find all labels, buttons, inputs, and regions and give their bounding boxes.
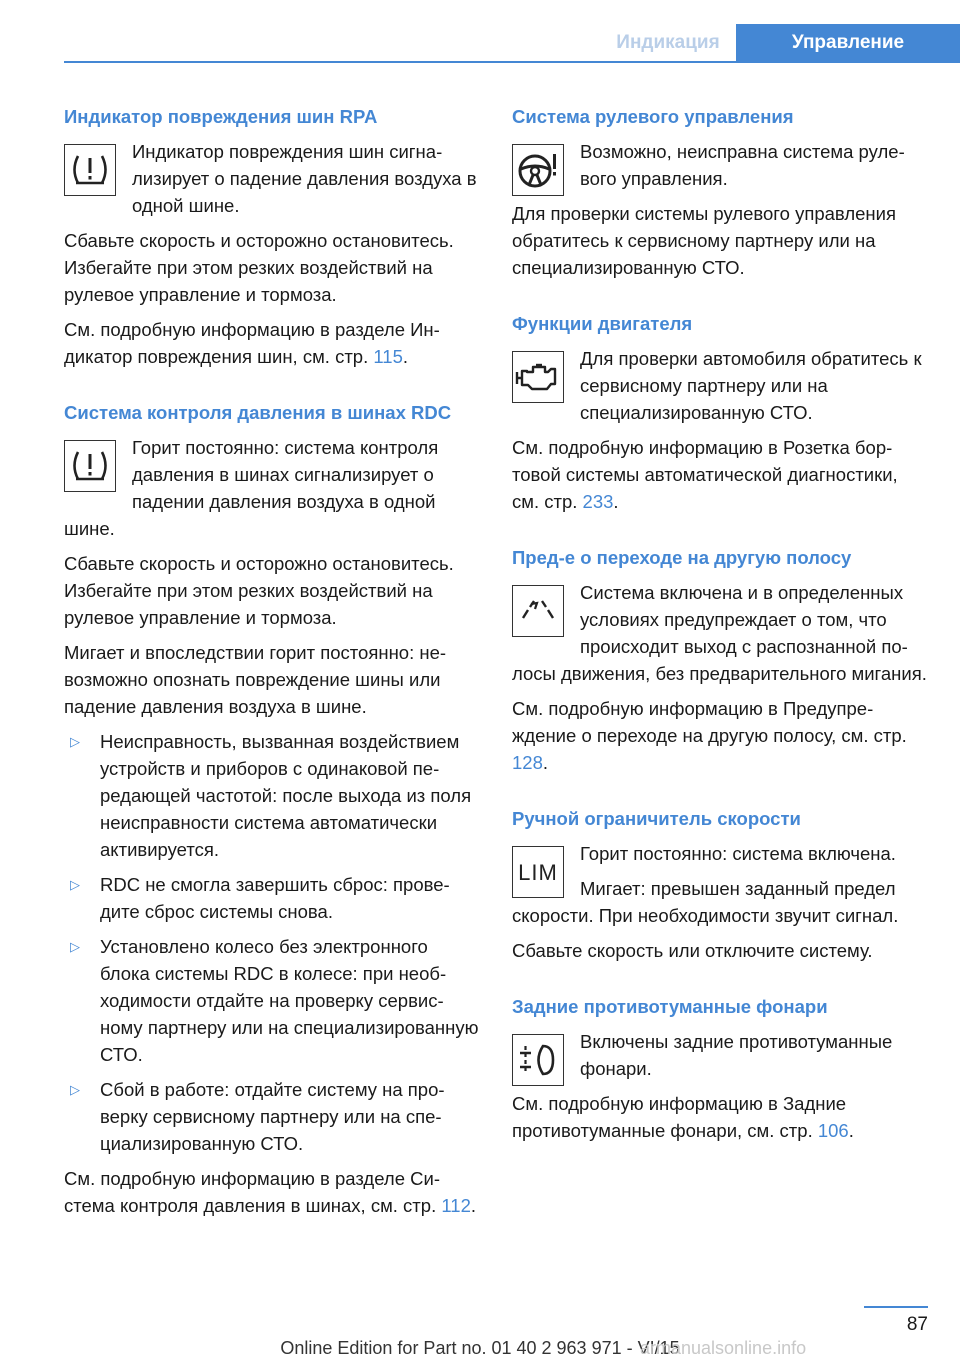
punct: . <box>470 1195 476 1216</box>
reference-text: См. подробную информацию в разделе Система контроля давления в шинах, см. стр. <box>64 1168 442 1216</box>
section-steering <box>512 104 928 281</box>
lim-label: LIM <box>518 859 558 885</box>
header-rule <box>64 61 960 63</box>
triangle-bullet-icon: ▷ <box>70 734 80 749</box>
list-item-text: Установлено колесо без электронного блока системы RDC в колесе: при необходимости отдайте на проверку сервисному партнеру или на специализированную СТО. <box>100 936 479 1065</box>
edition-footer: Online Edition for Part no. 01 40 2 963 971 - VI/15 <box>280 1338 680 1358</box>
limiter-intro: Горит постоянно: система включена. <box>580 843 896 864</box>
section-title: Индикатор повреждения шин RPA <box>64 106 378 127</box>
section-title: Система рулевого управления <box>512 106 794 127</box>
page-number-rule <box>864 1306 928 1308</box>
fog-intro: Включены задние противотуманные фонари. <box>580 1031 893 1079</box>
rdc-intro: Горит постоянно: система контроля давления в шинах сигнализирует о падении давления воздуха в одной шине. <box>64 437 439 539</box>
list-item-text: Неисправность, вызванная воздействием устройств и приборов с одинаковой передающей частотой: после выхода из поля неисправности система автоматически активируется. <box>100 731 472 860</box>
tab-controls[interactable]: Управление <box>736 24 960 62</box>
section-title: Функции двигателя <box>512 313 693 334</box>
list-item <box>64 933 480 1068</box>
list-item-text: Сбой в работе: отдайте систему на проверку сервисному партнеру или на специализированную СТО. <box>100 1079 445 1154</box>
punct: . <box>848 1120 854 1141</box>
lane-departure-icon <box>512 585 564 637</box>
tire-warning-icon <box>64 440 116 492</box>
engine-reference <box>512 434 928 515</box>
rdc-paragraph-2: Мигает и впоследствии горит постоянно: невозможно опознать повреждение шины или падение давления воздуха в шине. <box>64 642 447 717</box>
rdc-bullet-list <box>64 728 480 1157</box>
section-title: Пред-е о переходе на другую полосу <box>512 547 852 568</box>
section-title: Система контроля давления в шинах RDC <box>64 402 452 423</box>
section-rpa <box>64 104 480 370</box>
section-lane <box>512 545 928 776</box>
rpa-paragraph-1: Сбавьте скорость и осторожно остановитесь. Избегайте при этом резких воздействий на рулевое управление и тормоза. <box>64 230 454 305</box>
triangle-bullet-icon: ▷ <box>70 1082 80 1097</box>
section-limiter <box>512 806 928 964</box>
page-link[interactable]: 106 <box>817 1120 849 1141</box>
rear-fog-light-icon <box>512 1034 564 1086</box>
tab-indication[interactable]: Индикация <box>600 24 736 62</box>
right-column <box>512 104 928 1174</box>
section-engine <box>512 311 928 515</box>
lane-reference <box>512 695 928 776</box>
page-link[interactable]: 233 <box>582 491 614 512</box>
punct: . <box>402 346 409 367</box>
rpa-intro: Индикатор повреждения шин сигнализирует о падение давления воздуха в одной шине. <box>132 141 477 216</box>
list-item <box>64 728 480 863</box>
rpa-reference <box>64 316 480 370</box>
steering-paragraph-1: Для проверки системы рулевого управления обратитесь к сервисному партнеру или на специализированную СТО. <box>512 203 896 278</box>
page-link[interactable]: 115 <box>373 346 403 367</box>
watermark: armanualsonline.info <box>640 1338 807 1358</box>
triangle-bullet-icon: ▷ <box>70 939 80 954</box>
reference-text: См. подробную информацию в Предупреждение о переходе на другую полосу, см. стр. <box>512 698 907 746</box>
reference-text: См. подробную информацию в разделе Индикатор повреждения шин, см. стр. <box>64 319 440 367</box>
section-rdc <box>64 400 480 1219</box>
punct: . <box>613 491 619 512</box>
fog-reference <box>512 1090 928 1144</box>
list-item-text: RDC не смогла завершить сброс: проведите сброс системы снова. <box>100 874 450 922</box>
steering-intro: Возможно, неисправна система рулевого управления. <box>580 141 905 189</box>
header-nav <box>600 24 960 62</box>
page-number: 87 <box>906 1314 928 1335</box>
list-item <box>64 1076 480 1157</box>
rdc-reference <box>64 1165 480 1219</box>
section-fog <box>512 994 928 1144</box>
section-title: Задние противотуманные фонари <box>512 996 828 1017</box>
page-link[interactable]: 112 <box>441 1195 471 1216</box>
lane-intro: Система включена и в определенных условиях предупреждает о том, что происходит выход с распознанной полосы движения, без предварительного мигания. <box>512 582 927 684</box>
speed-limiter-icon <box>512 846 564 898</box>
engine-intro: Для проверки автомобиля обратитесь к сервисному партнеру или на специализированную СТО. <box>580 348 922 423</box>
engine-icon <box>512 351 564 403</box>
punct: . <box>542 752 549 773</box>
rdc-paragraph-1: Сбавьте скорость и осторожно остановитесь. Избегайте при этом резких воздействий на рулевое управление и тормоза. <box>64 553 454 628</box>
left-column <box>64 104 480 1249</box>
page-link[interactable]: 128 <box>512 752 543 773</box>
tire-warning-icon <box>64 144 116 196</box>
reference-text: См. подробную информацию в Задние противотуманные фонари, см. стр. <box>512 1093 847 1141</box>
list-item <box>64 871 480 925</box>
reference-text: См. подробную информацию в Розетка бортовой системы автоматической диагностики, см. стр. <box>512 437 898 512</box>
section-title: Ручной ограничитель скорости <box>512 808 801 829</box>
limiter-paragraph-2: Сбавьте скорость или отключите систему. <box>512 940 873 961</box>
limiter-paragraph-1: Мигает: превышен заданный предел скорости. При необходимости звучит сигнал. <box>512 878 899 926</box>
triangle-bullet-icon: ▷ <box>70 877 80 892</box>
steering-warning-icon <box>512 144 564 196</box>
